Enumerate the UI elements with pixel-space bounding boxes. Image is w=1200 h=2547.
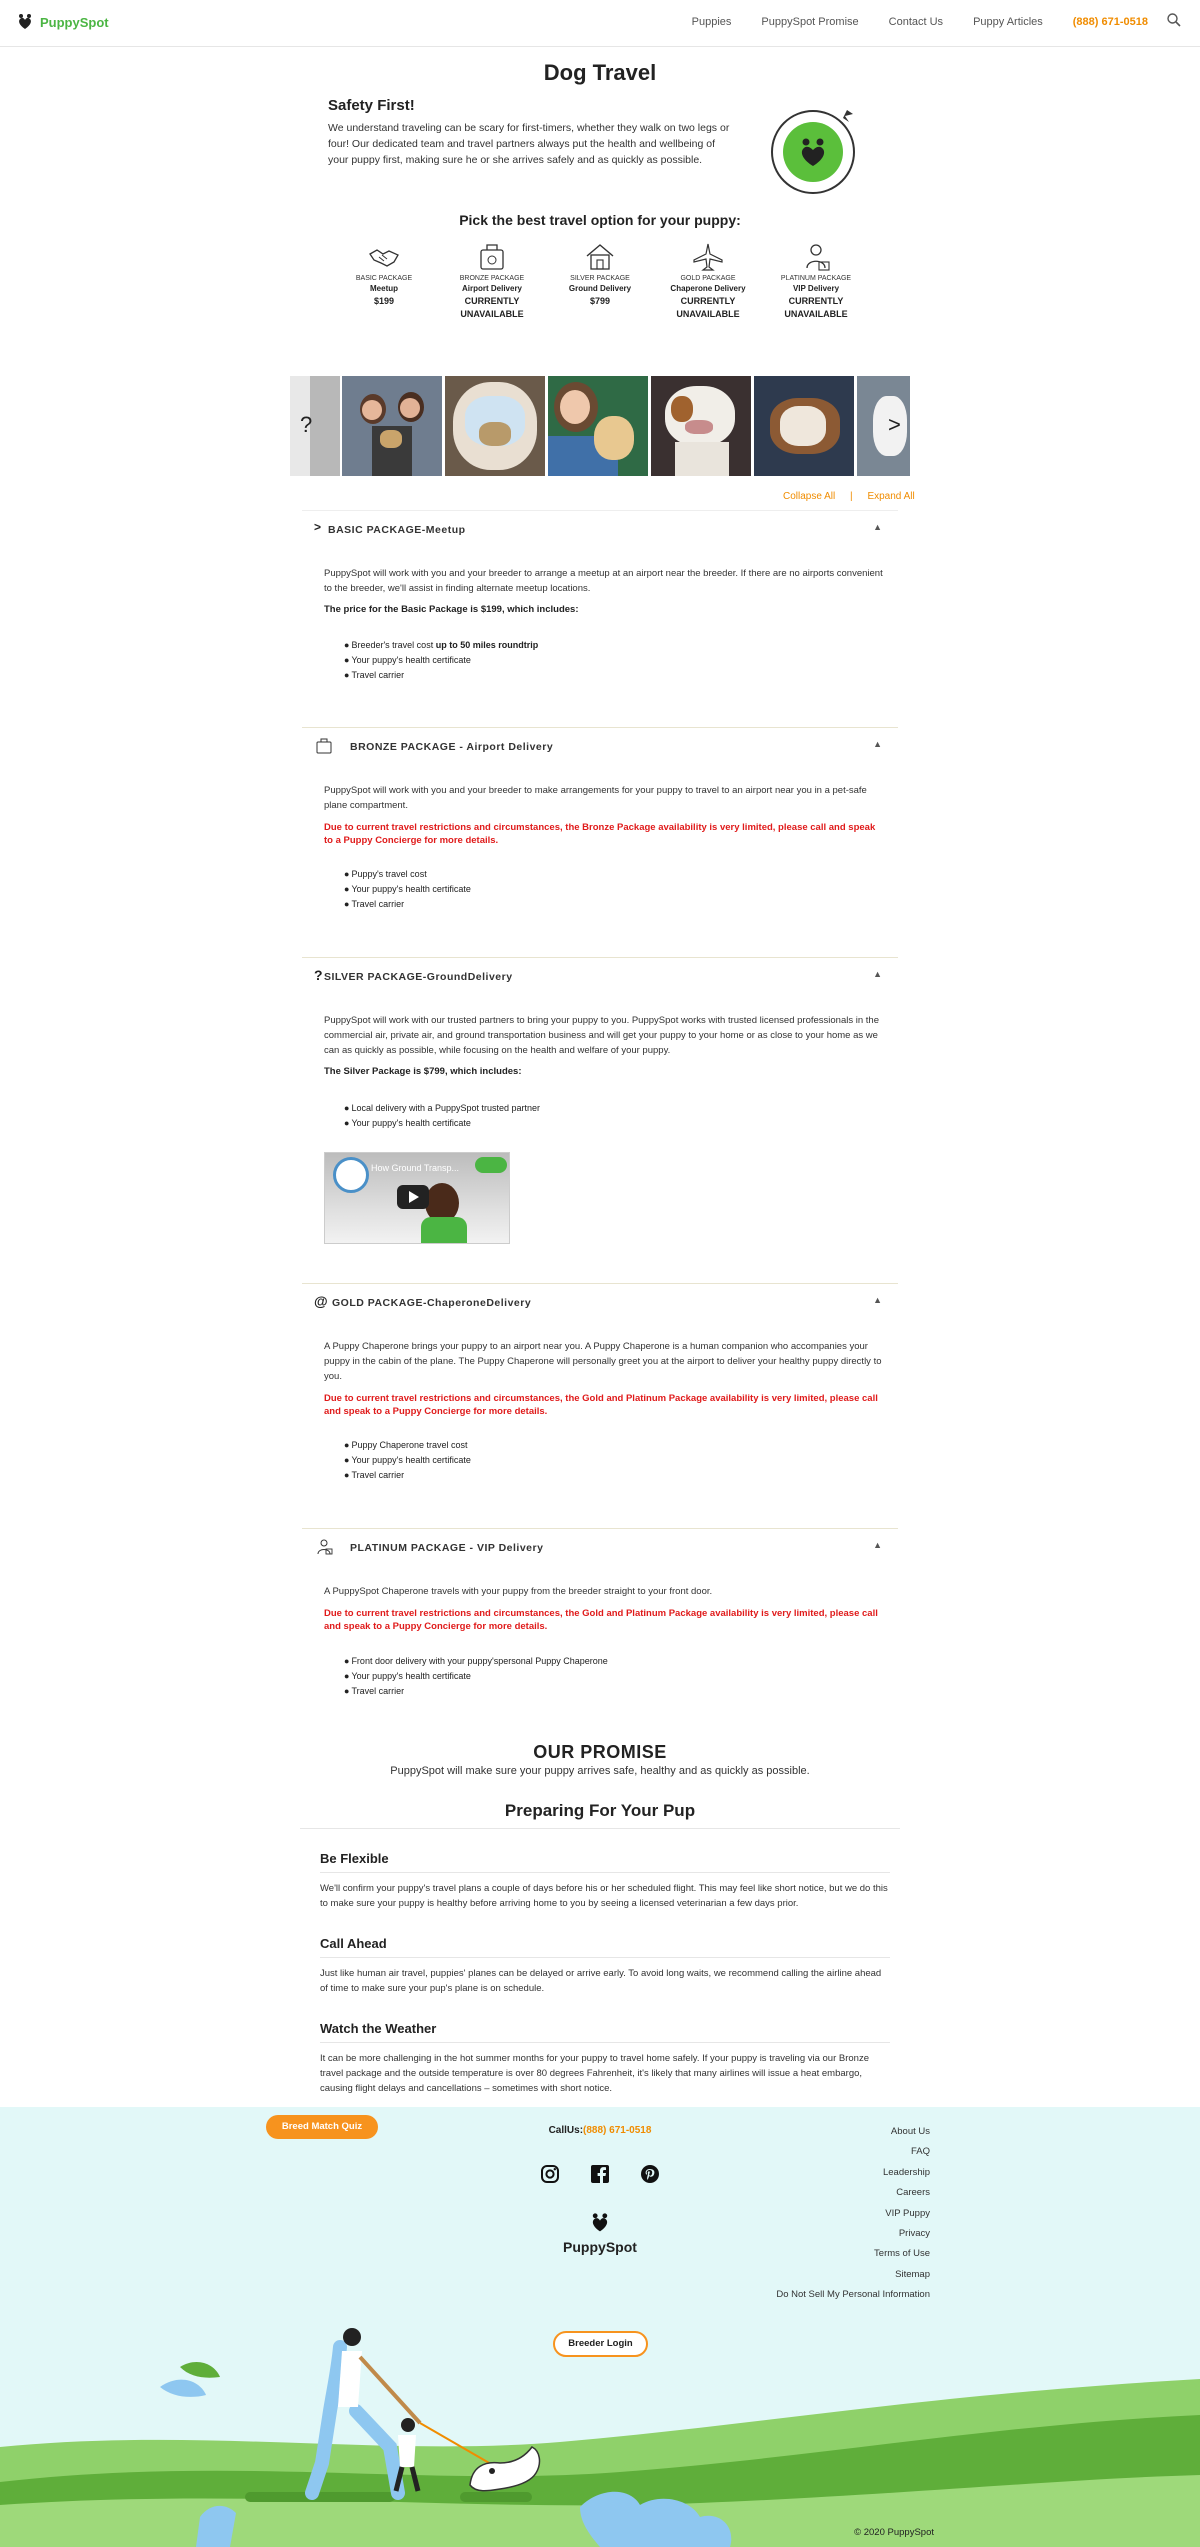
availability-alert: Due to current travel restrictions and circumstances, the Gold and Platinum Package availability is very limited, please call and speak to a Puppy Concierge for more details. — [324, 1393, 878, 1417]
carousel-photo — [548, 376, 648, 476]
divider — [300, 1828, 900, 1829]
tip-title: Watch the Weather — [320, 2021, 890, 2043]
search-icon[interactable] — [1166, 12, 1182, 28]
nav-link-promise[interactable]: PuppySpot Promise — [761, 16, 859, 28]
accordion-body — [324, 1339, 884, 1418]
tip-watch-weather — [320, 2021, 890, 2096]
footer — [0, 2107, 1200, 2547]
list-item: ● Travel carrier — [344, 1684, 608, 1699]
accordion-body — [324, 783, 884, 847]
footer-link-careers[interactable]: Careers — [896, 2187, 930, 2199]
pinterest-icon[interactable] — [640, 2164, 660, 2184]
list-item: ● Your puppy's health certificate — [344, 1116, 540, 1131]
package-type: Meetup — [370, 284, 398, 293]
carousel-photo — [754, 376, 854, 476]
package-type: VIP Delivery — [792, 284, 840, 293]
accordion-header-bronze[interactable] — [302, 727, 898, 763]
section-silver — [302, 957, 898, 1283]
footer-phone[interactable]: (888) 671-0518 — [583, 2125, 652, 2136]
tip-be-flexible — [320, 1851, 890, 1911]
brand-logo[interactable] — [15, 12, 109, 32]
vip-icon — [799, 242, 833, 272]
carrier-icon — [475, 242, 509, 272]
footer-link-about[interactable]: About Us — [890, 2126, 930, 2137]
tip-call-ahead — [320, 1936, 890, 1996]
chevron-up-icon[interactable]: ▲ — [873, 1295, 882, 1305]
accordion-title: BRONZE PACKAGE - Airport Delivery — [350, 741, 554, 753]
carousel-prev-button[interactable]: ? — [300, 412, 313, 437]
list-item: ● Puppy Chaperone travel cost — [344, 1438, 471, 1453]
tip-text: It can be more challenging in the hot summer months for your puppy to travel home safely. If your puppy is traveling via our Bronze travel package and the outside temperature is over 80 degrees Fahrenheit, it's likely that many airlines will issue a heat embargo, causing flight delays and cancellations – sometimes with short notice. — [320, 2053, 869, 2094]
nav-link-articles[interactable]: Puppy Articles — [973, 16, 1043, 28]
basic-icon: > — [314, 520, 322, 534]
safety-text: We understand traveling can be scary for first-timers, whether they walk on two legs or four! Our dedicated team and travel partners always put the health and wellbeing of your puppy first, making sure he or she arrives safely and as quickly as possible. — [328, 122, 730, 166]
gold-icon: @ — [314, 1293, 328, 1309]
package-name: GOLD PACKAGE — [680, 275, 736, 282]
tip-title: Call Ahead — [320, 1936, 890, 1958]
video-player[interactable] — [324, 1152, 510, 1244]
footer-link-terms[interactable]: Terms of Use — [874, 2248, 930, 2260]
package-name: BASIC PACKAGE — [355, 275, 413, 282]
brand-name: PuppySpot — [40, 14, 109, 30]
list-item: ● Travel carrier — [344, 668, 538, 683]
accordion-header-basic[interactable] — [302, 510, 898, 546]
package-name: PLATINUM PACKAGE — [780, 275, 852, 282]
photo-carousel — [290, 376, 910, 476]
footer-link-faq[interactable]: FAQ — [910, 2146, 930, 2158]
package-silver[interactable] — [546, 242, 654, 308]
divider: | — [850, 491, 853, 502]
includes-list — [344, 867, 471, 912]
package-price: CURRENTLY UNAVAILABLE — [460, 296, 524, 319]
accordion-body — [324, 1013, 884, 1079]
footer-illustration — [0, 2307, 1200, 2547]
page-title: Dog Travel — [543, 60, 657, 85]
section-gold — [302, 1283, 898, 1527]
section-bronze — [302, 727, 898, 957]
accordion-body — [324, 566, 884, 617]
carousel-photo — [651, 376, 751, 476]
carousel-next-button[interactable]: > — [888, 412, 901, 437]
chevron-up-icon[interactable]: ▲ — [873, 1540, 882, 1550]
accordion-header-silver[interactable] — [302, 957, 898, 993]
footer-link-sitemap[interactable]: Sitemap — [895, 2268, 930, 2280]
footer-brand-name: PuppySpot — [563, 2239, 637, 2255]
promise-text: PuppySpot will make sure your puppy arrives safe, healthy and as quickly as possible. — [390, 1765, 810, 1777]
chevron-up-icon[interactable]: ▲ — [873, 522, 882, 532]
accordion-title: SILVER PACKAGE-GroundDelivery — [324, 971, 513, 983]
package-platinum[interactable] — [762, 242, 870, 321]
package-price: CURRENTLY UNAVAILABLE — [784, 296, 848, 319]
package-name: BRONZE PACKAGE — [459, 275, 525, 282]
house-icon — [583, 242, 617, 272]
section-text: PuppySpot will work with you and your breeder to make arrangements for your puppy to travel to an airport near you in a pet-safe plane compartment. — [324, 785, 867, 811]
carousel-photo — [857, 376, 910, 476]
nav-phone[interactable]: (888) 671-0518 — [1072, 16, 1148, 28]
list-item: ● Your puppy's health certificate — [344, 882, 471, 897]
footer-links — [776, 2122, 930, 2306]
list-item: ● Your puppy's health certificate — [344, 1453, 471, 1468]
accordion-title: BASIC PACKAGE-Meetup — [328, 524, 466, 536]
availability-alert: Due to current travel restrictions and circumstances, the Gold and Platinum Package availability is very limited, please call and speak to a Puppy Concierge for more details. — [324, 1608, 878, 1632]
list-item: ● Puppy's travel cost — [344, 867, 471, 882]
package-price: CURRENTLY UNAVAILABLE — [676, 296, 740, 319]
nav-link-contact[interactable]: Contact Us — [888, 16, 944, 28]
footer-link-privacy[interactable]: Privacy — [898, 2228, 930, 2240]
carrier-icon — [314, 737, 334, 755]
section-basic — [302, 510, 898, 725]
accordion-header-platinum[interactable] — [302, 1528, 898, 1564]
nav-link-puppies[interactable]: Puppies — [691, 16, 732, 28]
airplane-icon — [691, 242, 725, 272]
expand-all-link[interactable]: Expand All — [867, 491, 915, 502]
price-line: The price for the Basic Package is $199, which includes: — [324, 604, 579, 615]
silver-icon: ? — [314, 967, 323, 983]
footer-call-us — [0, 2125, 1200, 2136]
carousel-photo — [445, 376, 545, 476]
list-item: ● Your puppy's health certificate — [344, 653, 538, 668]
list-item: ● Breeder's travel cost up to 50 miles roundtrip — [344, 638, 538, 653]
breed-match-quiz-button[interactable]: Breed Match Quiz — [266, 2115, 378, 2139]
list-item: ● Travel carrier — [344, 897, 471, 912]
copyright: © 2020 PuppySpot — [854, 2527, 934, 2538]
collapse-all-link[interactable]: Collapse All — [783, 491, 836, 502]
carousel-photo — [342, 376, 442, 476]
accordion-body — [324, 1584, 884, 1633]
package-price: $799 — [589, 296, 611, 306]
accordion-title: GOLD PACKAGE-ChaperoneDelivery — [332, 1297, 532, 1309]
carousel-photo — [290, 376, 340, 476]
accordion-title: PLATINUM PACKAGE - VIP Delivery — [350, 1542, 544, 1554]
list-item: ● Travel carrier — [344, 1468, 471, 1483]
footer-logo[interactable] — [0, 2211, 1200, 2255]
availability-alert: Due to current travel restrictions and circumstances, the Bronze Package availability is very limited, please call and speak to a Puppy Concierge for more details. — [324, 822, 876, 846]
puppyspot-logo-icon — [587, 2211, 613, 2235]
video-title: How Ground Transp... — [371, 1163, 460, 1173]
footer-link-vip-puppy[interactable]: VIP Puppy — [885, 2207, 930, 2219]
package-type: Chaperone Delivery — [670, 284, 746, 293]
package-type: Airport Delivery — [461, 284, 523, 293]
tip-text: We'll confirm your puppy's travel plans a couple of days before his or her scheduled flight. This may feel like short notice, but we do this to make sure your puppy is healthy before arriving home to you by seeing a licensed veterinarian a few days prior. — [320, 1883, 888, 1909]
price-line: The Silver Package is $799, which includes: — [324, 1066, 522, 1077]
instagram-icon[interactable] — [540, 2164, 560, 2184]
package-type: Ground Delivery — [568, 284, 632, 293]
section-platinum — [302, 1528, 898, 1718]
promise-heading: OUR PROMISE — [533, 1742, 667, 1762]
package-bronze[interactable] — [438, 242, 546, 321]
package-basic[interactable] — [330, 242, 438, 308]
nav-links — [662, 16, 1148, 28]
puppyspot-logo-icon — [15, 12, 35, 32]
vip-icon — [314, 1538, 334, 1556]
preparing-heading: Preparing For Your Pup — [504, 1801, 696, 1820]
accordion-controls — [777, 491, 921, 502]
handshake-icon — [367, 242, 401, 272]
list-item: ● Your puppy's health certificate — [344, 1669, 608, 1684]
list-item: ● Local delivery with a PuppySpot trusted partner — [344, 1101, 540, 1116]
chevron-up-icon[interactable]: ▲ — [873, 739, 882, 749]
includes-list — [344, 1101, 540, 1131]
includes-list — [344, 1654, 608, 1699]
package-price: $199 — [373, 296, 395, 306]
travel-badge-icon — [769, 104, 861, 196]
footer-link-leadership[interactable]: Leadership — [882, 2166, 930, 2178]
chevron-up-icon[interactable]: ▲ — [873, 969, 882, 979]
facebook-icon[interactable] — [590, 2164, 610, 2184]
accordion-header-gold[interactable] — [302, 1283, 898, 1319]
safety-heading: Safety First! — [328, 97, 415, 114]
section-text: A Puppy Chaperone brings your puppy to an airport near you. A Puppy Chaperone is a human companion who accompanies your puppy in the cabin of the plane. The Puppy Chaperone will personally greet you at the airport to deliver your healthy puppy directly to you. — [324, 1341, 882, 1382]
package-gold[interactable] — [654, 242, 762, 321]
top-navbar — [0, 0, 1200, 47]
breeder-login-button[interactable]: Breeder Login — [553, 2331, 648, 2357]
play-button[interactable] — [397, 1185, 429, 1209]
section-text: PuppySpot will work with our trusted partners to bring your puppy to you. PuppySpot works with trusted licensed professionals in the commercial air, private air, and ground transportation business and will get your puppy to your home or as close to your home as we can as quickly as possible, while focusing on the health and welfare of your puppy. — [324, 1015, 879, 1056]
tip-text: Just like human air travel, puppies' planes can be delayed or arrive early. To avoid long waits, we recommend calling the airline ahead of time to make sure your pup's plane is on schedule. — [320, 1968, 882, 1994]
call-us-label: CallUs: — [548, 2125, 584, 2136]
package-options — [330, 242, 870, 342]
includes-list — [344, 638, 538, 683]
section-text: PuppySpot will work with you and your breeder to arrange a meetup at an airport near the breeder. If there are no airports convenient to the breeder, we'll assist in finding alternate meetup locations. — [324, 568, 883, 594]
section-text: A PuppySpot Chaperone travels with your puppy from the breeder straight to your front door. — [324, 1586, 713, 1597]
pick-heading: Pick the best travel option for your puppy: — [459, 212, 741, 228]
list-item: ● Front door delivery with your puppy'spersonal Puppy Chaperone — [344, 1654, 608, 1669]
package-name: SILVER PACKAGE — [570, 275, 630, 282]
includes-list — [344, 1438, 471, 1483]
footer-link-do-not-sell[interactable]: Do Not Sell My Personal Information — [776, 2289, 930, 2301]
tip-title: Be Flexible — [320, 1851, 890, 1873]
